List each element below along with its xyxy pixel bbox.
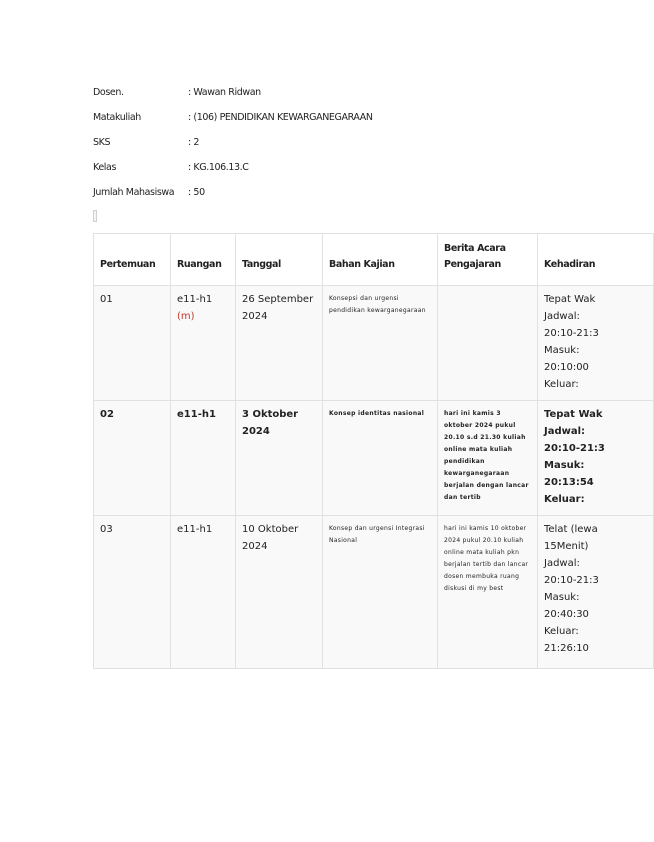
column-header-ruangan: Ruangan	[171, 234, 236, 286]
table-row	[94, 516, 654, 669]
cell-berita-acara: hari ini kamis 3 oktober 2024 pukul 20.10 s.d 21.30 kuliah online mata kuliah pendidikan kewarganegaraan berjalan dengan lancar dan tertib	[438, 401, 538, 516]
column-header-kehadiran: Kehadiran	[538, 234, 654, 286]
cell-kehadiran	[538, 401, 654, 516]
cell-tanggal: 26 September 2024	[236, 286, 323, 401]
kehadiran-line: Masuk:	[544, 460, 585, 471]
column-header-tanggal: Tanggal	[236, 234, 323, 286]
info-label: Kelas	[93, 162, 117, 173]
kehadiran-line: 20:10-21:3	[544, 443, 605, 454]
column-header-berita-acara: Berita Acara Pengajaran	[438, 234, 538, 286]
kehadiran-line: 20:10:00	[544, 362, 589, 373]
info-row-dosen	[93, 86, 513, 111]
column-header-bahan-kajian: Bahan Kajian	[323, 234, 438, 286]
info-value: : 50	[188, 187, 205, 198]
cell-ruangan	[171, 516, 236, 669]
kehadiran-line: Keluar:	[544, 494, 585, 505]
info-label: Jumlah Mahasiswa	[93, 187, 175, 198]
table-row	[94, 401, 654, 516]
kehadiran-line: Masuk:	[544, 345, 580, 356]
kehadiran-line: Telat (lewa	[544, 524, 598, 535]
cell-bahan-kajian: Konsepsi dan urgensi pendidikan kewarganegaraan	[323, 286, 438, 401]
cell-ruangan	[171, 401, 236, 516]
kehadiran-line: Keluar:	[544, 626, 579, 637]
attendance-table-container	[93, 233, 605, 669]
cell-kehadiran	[538, 286, 654, 401]
cell-pertemuan: 03	[94, 516, 171, 669]
info-label: SKS	[93, 137, 111, 148]
table-header-row	[94, 234, 654, 286]
ruangan-code: e11-h1	[177, 409, 216, 420]
kehadiran-line: 20:13:54	[544, 477, 594, 488]
cell-pertemuan: 02	[94, 401, 171, 516]
column-header-pertemuan: Pertemuan	[94, 234, 171, 286]
cell-berita-acara: hari ini kamis 10 oktober 2024 pukul 20.10 kuliah online mata kuliah pkn berjalan tertib dan lancar dosen membuka ruang diskusi di my best	[438, 516, 538, 669]
info-row-matakuliah	[93, 111, 513, 136]
attendance-table	[93, 233, 654, 669]
ruangan-flag: (m)	[177, 311, 195, 322]
kehadiran-line: 20:10-21:3	[544, 575, 599, 586]
info-label: Matakuliah	[93, 112, 141, 123]
kehadiran-line: Jadwal:	[544, 426, 586, 437]
kehadiran-line: 20:10-21:3	[544, 328, 599, 339]
kehadiran-line: Keluar:	[544, 379, 579, 390]
cell-tanggal: 3 Oktober 2024	[236, 401, 323, 516]
cell-bahan-kajian: Konsep dan urgensi Integrasi Nasional	[323, 516, 438, 669]
cell-tanggal: 10 Oktober 2024	[236, 516, 323, 669]
info-value: : KG.106.13.C	[188, 162, 249, 173]
cell-bahan-kajian: Konsep identitas nasional	[323, 401, 438, 516]
kehadiran-line: 20:40:30	[544, 609, 589, 620]
course-info	[93, 86, 513, 211]
info-row-kelas	[93, 161, 513, 186]
kehadiran-line: Jadwal:	[544, 311, 580, 322]
info-value: : (106) PENDIDIKAN KEWARGANEGARAAN	[188, 112, 373, 123]
kehadiran-line: Tepat Wak	[544, 409, 603, 420]
kehadiran-line: Tepat Wak	[544, 294, 596, 305]
ruangan-code: e11-h1	[177, 294, 213, 305]
info-row-sks	[93, 136, 513, 161]
cell-berita-acara	[438, 286, 538, 401]
kehadiran-line: 15Menit)	[544, 541, 589, 552]
cell-ruangan	[171, 286, 236, 401]
info-label: Dosen.	[93, 87, 124, 98]
kehadiran-line: Jadwal:	[544, 558, 580, 569]
kehadiran-line: 21:26:10	[544, 643, 589, 654]
broken-image-placeholder	[93, 210, 97, 222]
kehadiran-line: Masuk:	[544, 592, 580, 603]
info-row-jumlah-mahasiswa	[93, 186, 513, 211]
table-row	[94, 286, 654, 401]
cell-kehadiran	[538, 516, 654, 669]
ruangan-code: e11-h1	[177, 524, 213, 535]
cell-pertemuan: 01	[94, 286, 171, 401]
info-value: : 2	[188, 137, 200, 148]
info-value: : Wawan Ridwan	[188, 87, 261, 98]
